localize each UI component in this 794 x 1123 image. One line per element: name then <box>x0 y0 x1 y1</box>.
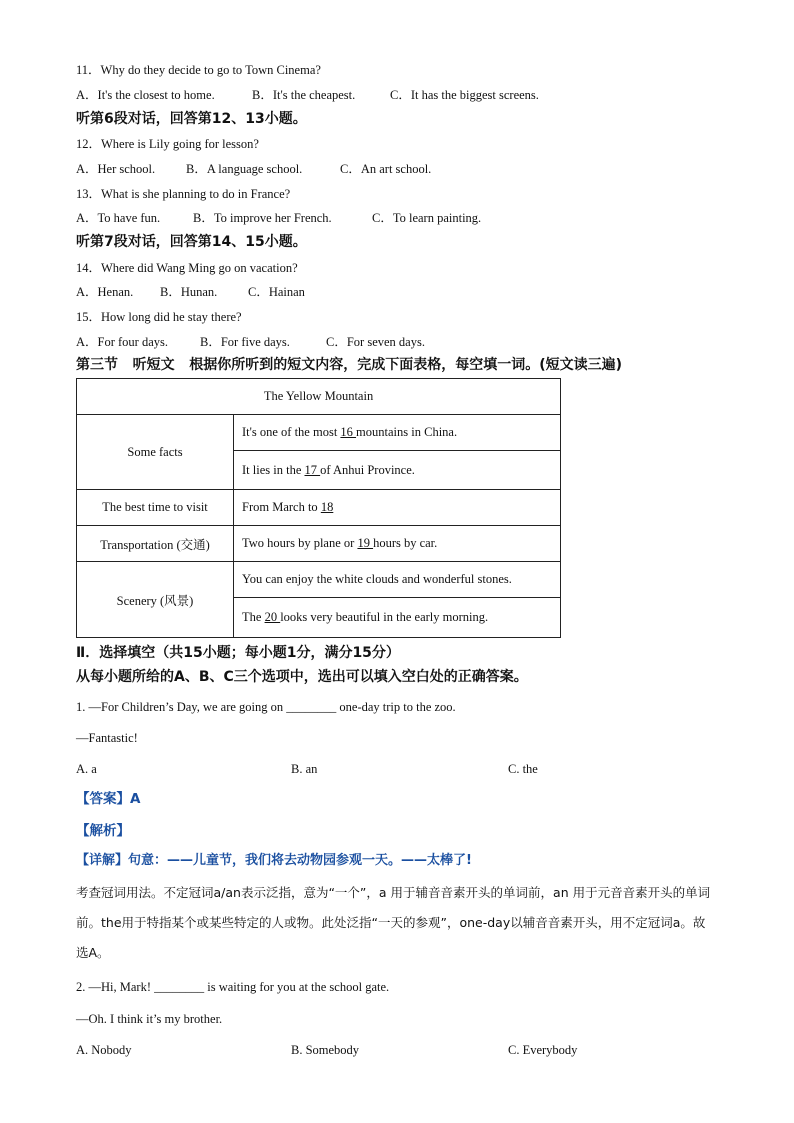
q14-option-c: C．Hainan <box>248 285 305 299</box>
g2-reply: —Oh. I think it’s my brother. <box>76 1012 223 1026</box>
q12-option-c: C．An art school. <box>340 162 432 176</box>
g2-stem: 2. —Hi, Mark! ________ is waiting for you at the school gate. <box>76 980 390 994</box>
g1-option-a: A. a <box>76 762 97 776</box>
table-title: The Yellow Mountain <box>77 379 561 415</box>
part3-heading: 第三节 听短文 根据你所听到的短文内容，完成下面表格，每空填一词。(短文读三遍) <box>76 357 623 373</box>
g1-reply: —Fantastic! <box>76 731 138 745</box>
q15-option-c: C．For seven days. <box>326 335 425 349</box>
yellow-mountain-table <box>76 378 561 638</box>
q12-option-a: A．Her school. <box>76 162 156 176</box>
q11-stem: 11．Why do they decide to go to Town Cinema? <box>76 63 321 77</box>
q11-option-a: A．It's the closest to home. <box>76 88 215 102</box>
transportation-label: Transportation (交通) <box>77 526 234 562</box>
g2-option-b: B. Somebody <box>291 1043 360 1057</box>
transportation-row: Two hours by plane or 19 hours by car. <box>234 526 561 562</box>
q15-stem: 15．How long did he stay there? <box>76 310 242 324</box>
q15-option-a: A．For four days. <box>76 335 169 349</box>
scenery-label: Scenery (风景) <box>77 562 234 638</box>
g2-option-a: A. Nobody <box>76 1043 132 1057</box>
part2-heading: Ⅱ．选择填空（共15小题；每小题1分，满分15分） <box>76 645 400 661</box>
detail-line <box>76 853 472 869</box>
analysis-tag: 【解析】 <box>76 823 130 839</box>
g1-option-c: C. the <box>508 762 538 776</box>
part2-instructions: 从每小题所给的A、B、C三个选项中，选出可以填入空白处的正确答案。 <box>76 669 528 685</box>
q15-option-b: B．For five days. <box>200 335 290 349</box>
blank-19: 19 <box>357 536 374 550</box>
section7-heading: 听第7段对话，回答第14、15小题。 <box>76 234 307 250</box>
q14-stem: 14．Where did Wang Ming go on vacation? <box>76 261 298 275</box>
q14-option-b: B．Hunan. <box>160 285 218 299</box>
scenery-row-1: You can enjoy the white clouds and wonderful stones. <box>234 562 561 598</box>
detail-text: 【详解】句意：——儿童节，我们将去动物园参观一天。——太棒了! <box>76 853 472 868</box>
q13-option-a: A．To have fun. <box>76 211 161 225</box>
answer-tag: 【答案】A <box>76 791 141 807</box>
blank-17: 17 <box>304 462 321 477</box>
q13-option-b: B．To improve her French. <box>193 211 332 225</box>
best-time-label: The best time to visit <box>77 490 234 526</box>
explanation-paragraph: 考查冠词用法。不定冠词a/an表示泛指，意为“一个”，a 用于辅音音素开头的单词前，an 用于元音音素开头的单词前。the用于特指某个或某些特定的人或物。此处泛指“一天的参观”，one-day以辅音音素开头，用不定冠词a。故选A。 <box>76 885 711 960</box>
g2-option-c: C. Everybody <box>508 1043 578 1057</box>
facts-label: Some facts <box>77 415 234 490</box>
blank-16: 16 <box>340 425 357 439</box>
g1-stem: 1. —For Children’s Day, we are going on ________ one-day trip to the zoo. <box>76 700 456 714</box>
q12-option-b: B．A language school. <box>186 162 303 176</box>
q14-option-a: A．Henan. <box>76 285 134 299</box>
blank-20: 20 <box>264 610 281 624</box>
fact-row-16: It's one of the most 16 mountains in China. <box>234 415 561 451</box>
q13-option-c: C．To learn painting. <box>372 211 482 225</box>
q13-stem: 13．What is she planning to do in France? <box>76 187 291 201</box>
fact-row-17: It lies in the 17 of Anhui Province. <box>234 451 561 490</box>
q11-option-b: B．It's the cheapest. <box>252 88 356 102</box>
q11-option-c: C．It has the biggest screens. <box>390 88 539 102</box>
best-time-row: From March to 18 <box>234 490 561 526</box>
blank-18: 18 <box>320 500 334 514</box>
scenery-row-2: The 20 looks very beautiful in the early morning. <box>234 598 561 638</box>
section6-heading: 听第6段对话，回答第12、13小题。 <box>76 111 307 127</box>
q12-stem: 12．Where is Lily going for lesson? <box>76 137 259 151</box>
g1-option-b: B. an <box>291 762 318 776</box>
